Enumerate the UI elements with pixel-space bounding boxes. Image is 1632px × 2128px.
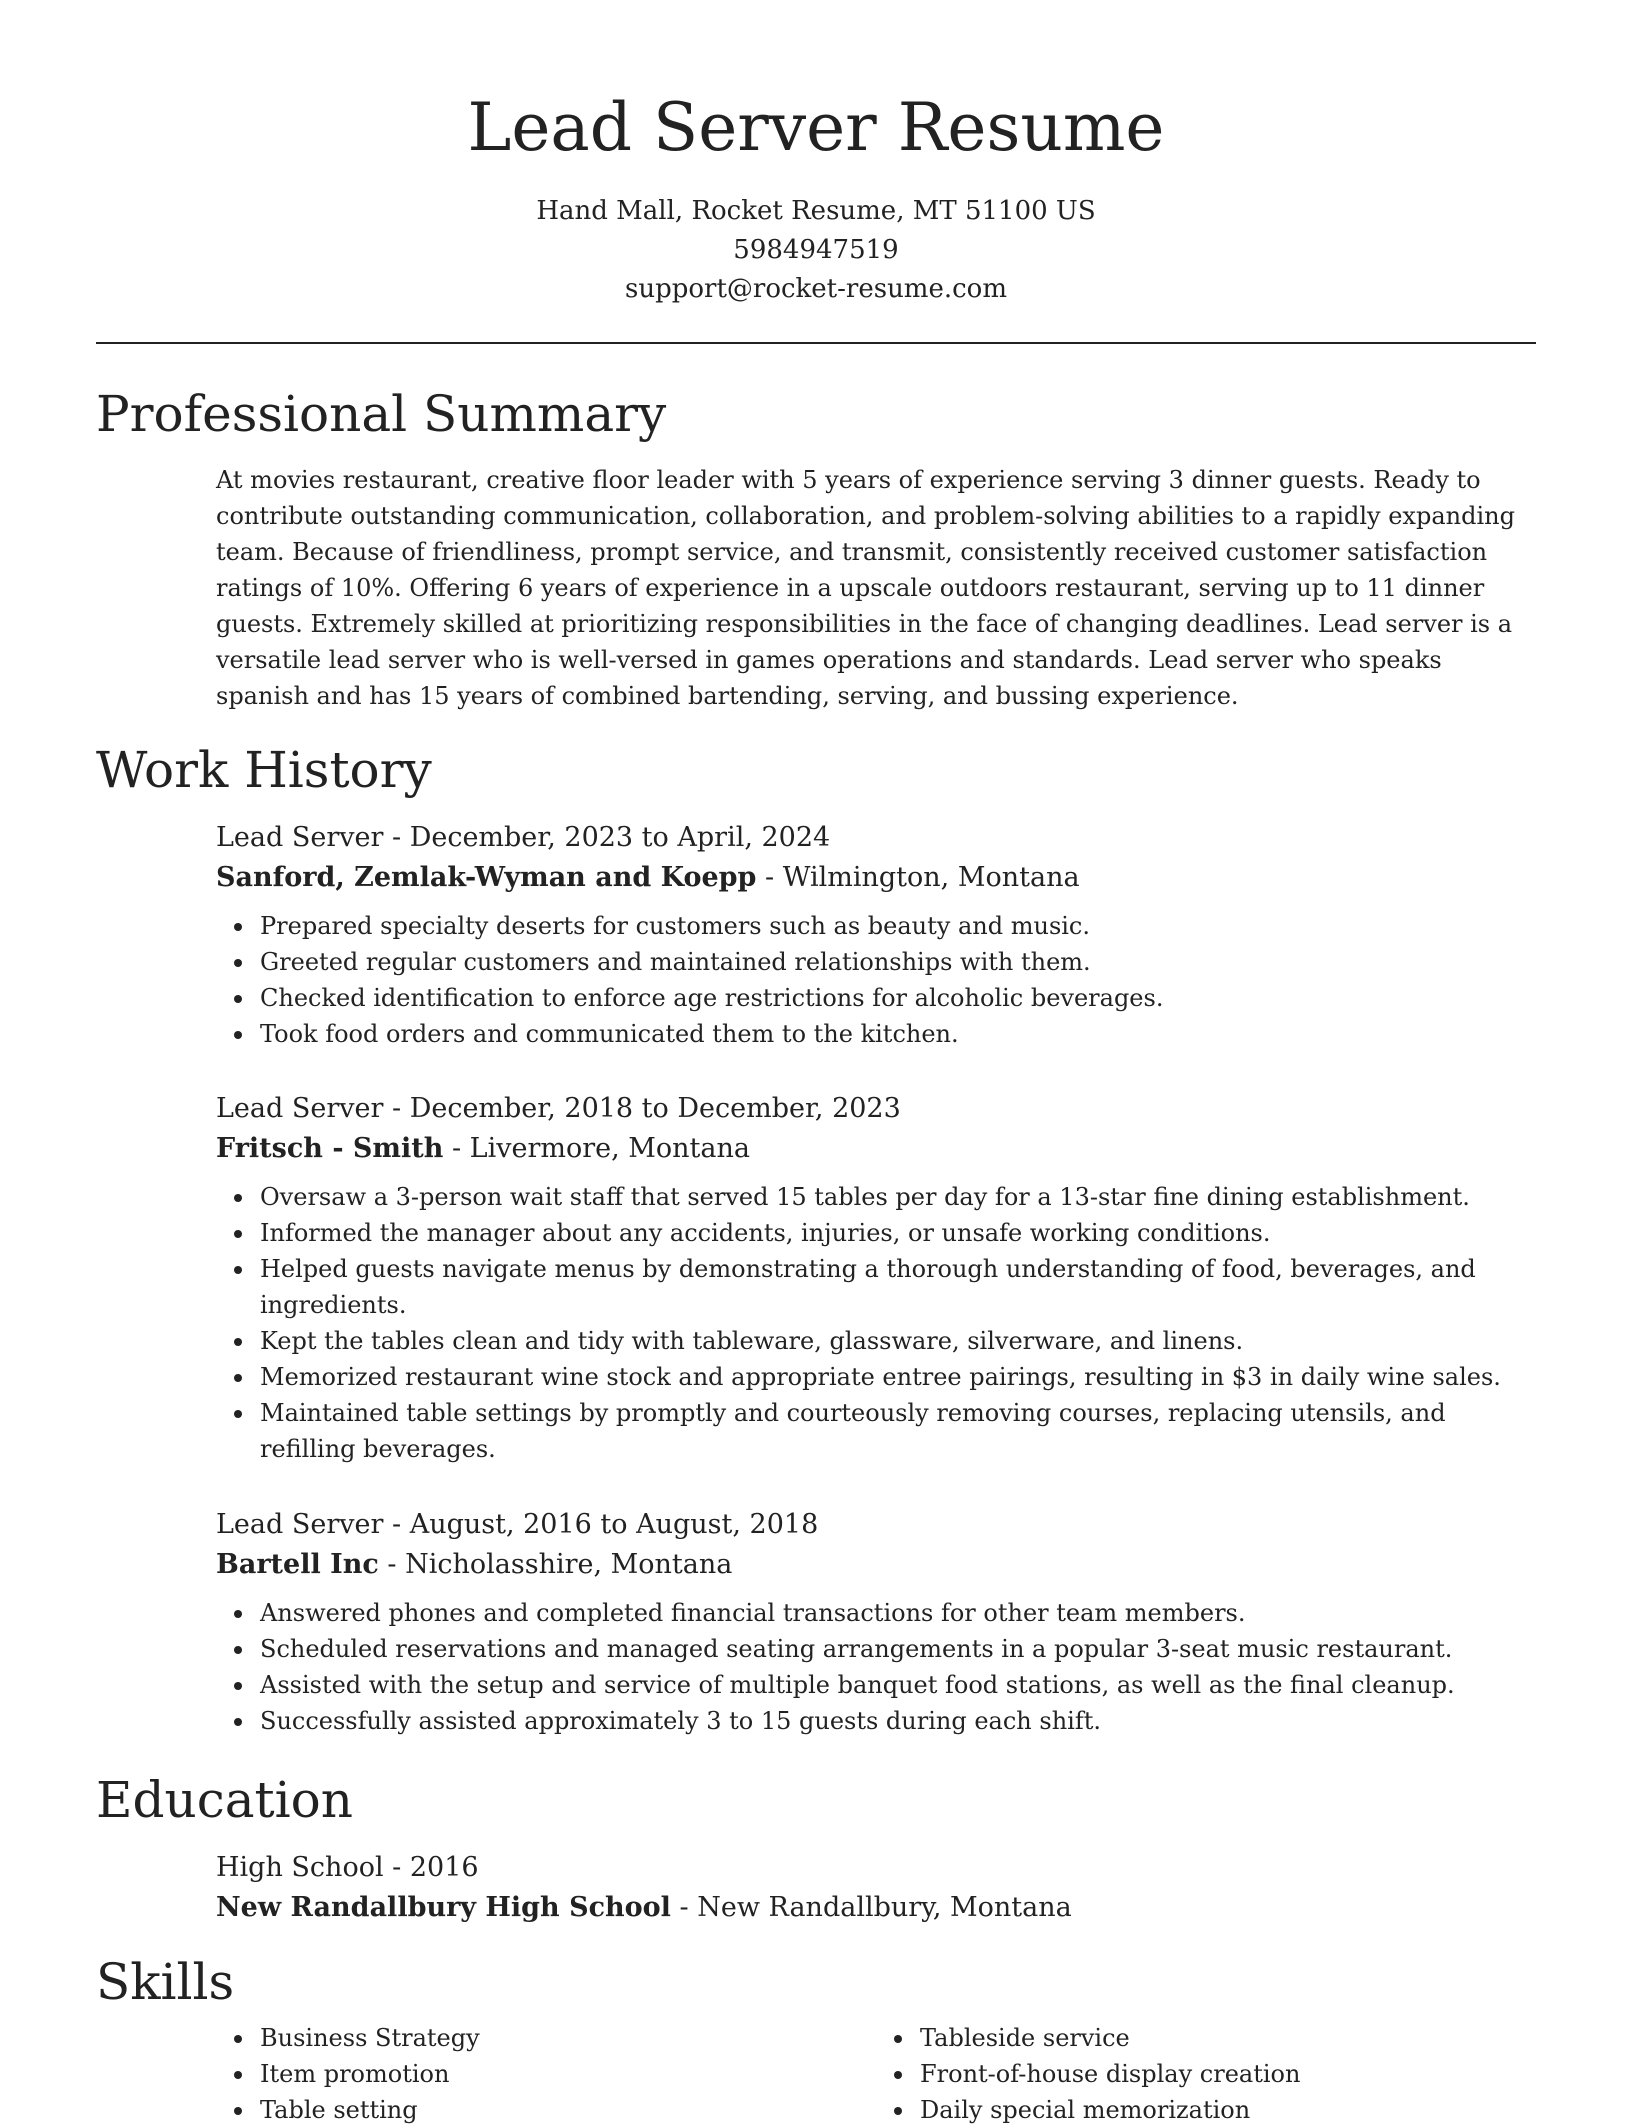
list-item: Memorized restaurant wine stock and appropriate entree pairings, resulting in $3 in daily wine sales.: [260, 1359, 1536, 1395]
job-duties-list: [216, 1179, 1536, 1467]
job-role: Lead Server: [216, 822, 384, 853]
header-divider: [96, 342, 1536, 344]
skill-item: Business Strategy: [260, 2020, 876, 2056]
skill-item: Item promotion: [260, 2056, 876, 2092]
job-entry-2: [216, 1089, 1536, 1467]
skill-item: Tableside service: [920, 2020, 1536, 2056]
summary-section: [216, 462, 1536, 714]
skill-item: Table setting: [260, 2092, 876, 2128]
job-location: - Livermore, Montana: [443, 1133, 750, 1164]
contact-phone: 5984947519: [733, 235, 899, 265]
job-dates: - August, 2016 to August, 2018: [383, 1509, 819, 1540]
work-history-heading: Work History: [96, 741, 432, 799]
job-role: Lead Server: [216, 1509, 384, 1540]
job-location: - Wilmington, Montana: [756, 862, 1080, 893]
list-item: Kept the tables clean and tidy with tableware, glassware, silverware, and linens.: [260, 1323, 1536, 1359]
education-school-line: [216, 1888, 1536, 1928]
skill-item: Front-of-house display creation: [920, 2056, 1536, 2092]
education-location: - New Randallbury, Montana: [670, 1892, 1072, 1923]
education-year: - 2016: [383, 1852, 479, 1883]
skill-item: Daily special memorization: [920, 2092, 1536, 2128]
job-company: Bartell Inc: [216, 1549, 379, 1580]
education-degree-line: [216, 1848, 1536, 1888]
job-entry-3: [216, 1505, 1536, 1739]
job-entry-1: [216, 818, 1536, 1052]
contact-address: Hand Mall, Rocket Resume, MT 51100 US: [536, 196, 1096, 226]
contact-info: [0, 192, 1632, 309]
job-title-line: [216, 1089, 1536, 1129]
list-item: Prepared specialty deserts for customers such as beauty and music.: [260, 908, 1536, 944]
list-item: Assisted with the setup and service of multiple banquet food stations, as well as the final cleanup.: [260, 1667, 1536, 1703]
list-item: Greeted regular customers and maintained relationships with them.: [260, 944, 1536, 980]
contact-email: support@rocket-resume.com: [624, 274, 1007, 304]
list-item: Maintained table settings by promptly and courteously removing courses, replacing utensils, and refilling beverages.: [260, 1395, 1536, 1467]
list-item: Checked identification to enforce age restrictions for alcoholic beverages.: [260, 980, 1536, 1016]
job-duties-list: [216, 1595, 1536, 1739]
education-heading: Education: [96, 1771, 353, 1829]
skills-heading: Skills: [96, 1953, 235, 2011]
job-company-line: [216, 1129, 1536, 1169]
list-item: Oversaw a 3-person wait staff that served 15 tables per day for a 13-star fine dining establishment.: [260, 1179, 1536, 1215]
education-school: New Randallbury High School: [216, 1892, 671, 1923]
job-company-line: [216, 1545, 1536, 1585]
resume-title: Lead Server Resume: [467, 89, 1165, 166]
job-duties-list: [216, 908, 1536, 1052]
job-title-line: [216, 1505, 1536, 1545]
list-item: Scheduled reservations and managed seating arrangements in a popular 3-seat music restaurant.: [260, 1631, 1536, 1667]
job-company: Fritsch - Smith: [216, 1133, 444, 1164]
job-title-line: [216, 818, 1536, 858]
education-entry: [216, 1848, 1536, 1928]
job-company: Sanford, Zemlak-Wyman and Koepp: [216, 862, 757, 893]
education-degree: High School: [216, 1852, 384, 1883]
list-item: Successfully assisted approximately 3 to 15 guests during each shift.: [260, 1703, 1536, 1739]
list-item: Answered phones and completed financial transactions for other team members.: [260, 1595, 1536, 1631]
job-company-line: [216, 858, 1536, 898]
list-item: Informed the manager about any accidents, injuries, or unsafe working conditions.: [260, 1215, 1536, 1251]
summary-text: At movies restaurant, creative floor leader with 5 years of experience serving 3 dinner guests. Ready to contribute outstanding communication, collaboration, and problem-solving abilities to a rapidly expanding team. Because of friendliness, prompt service, and transmit, consistently received customer satisfaction ratings of 10%. Offering 6 years of experience in a upscale outdoors restaurant, serving up to 11 dinner guests. Extremely skilled at prioritizing responsibilities in the face of changing deadlines. Lead server is a versatile lead server who is well-versed in games operations and standards. Lead server who speaks spanish and has 15 years of combined bartending, serving, and bussing experience.: [216, 466, 1515, 710]
job-dates: - December, 2023 to April, 2024: [383, 822, 831, 853]
resume-header: [0, 0, 1632, 309]
list-item: Took food orders and communicated them to the kitchen.: [260, 1016, 1536, 1052]
job-dates: - December, 2018 to December, 2023: [383, 1093, 901, 1124]
summary-heading: Professional Summary: [96, 385, 667, 443]
list-item: Helped guests navigate menus by demonstrating a thorough understanding of food, beverages, and ingredients.: [260, 1251, 1536, 1323]
job-role: Lead Server: [216, 1093, 384, 1124]
job-location: - Nicholasshire, Montana: [378, 1549, 733, 1580]
